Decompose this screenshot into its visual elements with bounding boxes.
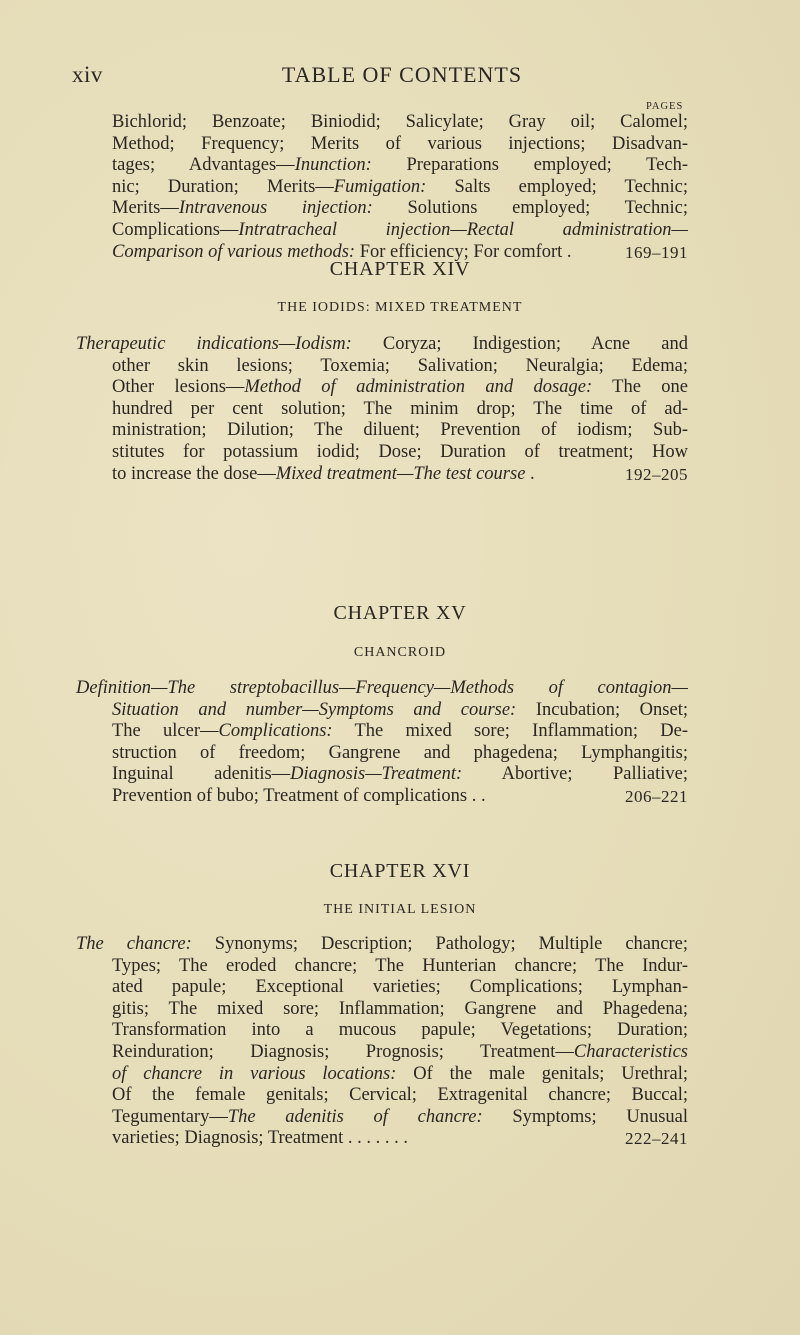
toc-subtopic: The one bbox=[592, 377, 689, 398]
toc-topic-italic: Therapeutic indications—Iodism: bbox=[76, 334, 352, 354]
toc-subtopic: Salts employed; Technic; bbox=[426, 176, 688, 197]
toc-entry-chapter-xv bbox=[76, 678, 688, 808]
toc-entry-chapter-xiv bbox=[76, 334, 688, 485]
toc-line bbox=[76, 764, 688, 786]
toc-subtopic: hundred per cent solution; The minim drop; The time of ad- bbox=[112, 398, 688, 419]
toc-subtopic: varieties; Diagnosis; Treatment . . . . . . . bbox=[112, 1128, 408, 1149]
toc-subtopic: tages; Advantages— bbox=[112, 155, 295, 176]
toc-line bbox=[76, 1064, 688, 1086]
pages-column-label: PAGES bbox=[646, 101, 684, 112]
toc-topic-italic: Intratracheal injection—Rectal administration— bbox=[238, 219, 688, 240]
toc-line bbox=[76, 956, 688, 978]
chapter-subtitle-xvi: THE INITIAL LESION bbox=[323, 902, 477, 917]
toc-line bbox=[76, 721, 688, 743]
toc-topic-italic: The adenitis of chancre: bbox=[227, 1106, 483, 1127]
toc-line bbox=[76, 786, 688, 808]
toc-subtopic: Merits— bbox=[112, 198, 179, 219]
toc-subtopic: ministration; Dilution; The diluent; Prevention of iodism; Sub- bbox=[112, 420, 688, 441]
toc-topic-italic: Intravenous injection: bbox=[178, 198, 373, 219]
toc-topic-italic: The chancre: bbox=[76, 934, 192, 954]
chapter-heading-xvi: CHAPTER XVI bbox=[329, 860, 471, 882]
toc-subtopic: Solutions employed; Technic; bbox=[372, 198, 689, 219]
toc-line bbox=[76, 999, 688, 1021]
toc-line bbox=[76, 1085, 688, 1107]
toc-line bbox=[76, 700, 688, 722]
toc-line bbox=[76, 464, 688, 486]
toc-subtopic: Prevention of bubo; Treatment of complications bbox=[112, 785, 468, 806]
toc-subtopic: For efficiency; For comfort . bbox=[355, 241, 572, 262]
toc-line bbox=[76, 1020, 688, 1042]
page-range: 206–221 bbox=[625, 786, 688, 806]
toc-line bbox=[76, 442, 688, 464]
toc-line bbox=[76, 134, 688, 156]
toc-subtopic: Transformation into a mucous papule; Vegetations; Duration; bbox=[112, 1020, 688, 1041]
toc-subtopic: nic; Duration; Merits— bbox=[112, 176, 334, 197]
toc-line bbox=[76, 198, 688, 220]
toc-topic-italic: Fumigation: bbox=[333, 176, 427, 197]
toc-topic-italic: Complications: bbox=[218, 721, 333, 742]
toc-line bbox=[76, 420, 688, 442]
toc-subtopic: Abortive; Palliative; bbox=[462, 764, 688, 785]
toc-subtopic: Tegumentary— bbox=[112, 1106, 228, 1127]
toc-topic-italic: Diagnosis—Treatment: bbox=[290, 764, 463, 785]
toc-subtopic: . . bbox=[467, 785, 486, 806]
page-range: 169–191 bbox=[625, 242, 688, 262]
toc-line bbox=[76, 220, 688, 242]
toc-subtopic: gitis; The mixed sore; Inflammation; Gangrene and Phagedena; bbox=[112, 998, 688, 1019]
chapter-subtitle-xv: CHANCROID bbox=[353, 645, 447, 660]
toc-line bbox=[76, 934, 688, 956]
chapter-heading-xv: CHAPTER XV bbox=[333, 602, 467, 624]
toc-subtopic: Symptoms; Unusual bbox=[482, 1106, 688, 1127]
toc-subtopic: . bbox=[525, 463, 535, 484]
toc-topic-italic: Mixed treatment—The test course bbox=[275, 463, 526, 484]
toc-subtopic: stitutes for potassium iodid; Dose; Duration of treatment; How bbox=[112, 441, 688, 462]
toc-topic-italic: Situation and number—Symptoms and course: bbox=[112, 699, 517, 720]
toc-subtopic: Synonyms; Description; Pathology; Multiple chancre; bbox=[191, 934, 688, 954]
toc-subtopic: Bichlorid; Benzoate; Biniodid; Salicylate; Gray oil; Calomel; bbox=[112, 112, 688, 132]
toc-line bbox=[76, 399, 688, 421]
toc-subtopic: Other lesions— bbox=[112, 377, 245, 398]
page-folio: xiv bbox=[72, 62, 103, 87]
toc-subtopic: struction of freedom; Gangrene and phagedena; Lymphangitis; bbox=[112, 742, 688, 763]
toc-topic-italic: Definition—The streptobacillus—Frequency—Methods of contagion— bbox=[76, 678, 688, 698]
page-range: 222–241 bbox=[625, 1129, 688, 1149]
chapter-subtitle-xiv: THE IODIDS: MIXED TREATMENT bbox=[277, 300, 523, 315]
page-title: TABLE OF CONTENTS bbox=[281, 62, 523, 87]
toc-line bbox=[76, 155, 688, 177]
toc-subtopic: Inguinal adenitis— bbox=[112, 764, 291, 785]
toc-subtopic: Of the male genitals; Urethral; bbox=[396, 1063, 689, 1084]
toc-topic-italic: of chancre in various locations: bbox=[112, 1063, 397, 1084]
toc-line bbox=[76, 334, 688, 356]
running-head bbox=[72, 62, 692, 92]
toc-subtopic: ated papule; Exceptional varieties; Complications; Lymphan- bbox=[112, 977, 688, 998]
toc-line bbox=[76, 678, 688, 700]
toc-entry-continued bbox=[76, 112, 688, 263]
toc-subtopic: Incubation; Onset; bbox=[516, 699, 688, 720]
toc-line bbox=[76, 743, 688, 765]
toc-subtopic: Coryza; Indigestion; Acne and bbox=[351, 334, 689, 354]
toc-entry-chapter-xvi bbox=[76, 934, 688, 1150]
toc-subtopic: Complications— bbox=[112, 219, 239, 240]
toc-line bbox=[76, 177, 688, 199]
toc-topic-italic: Comparison of various methods: bbox=[112, 241, 356, 262]
toc-subtopic: Types; The eroded chancre; The Hunterian chancre; The Indur- bbox=[112, 955, 688, 976]
page-range: 192–205 bbox=[625, 464, 688, 484]
toc-line bbox=[76, 1128, 688, 1150]
toc-subtopic: The ulcer— bbox=[112, 721, 219, 742]
toc-subtopic: The mixed sore; Inflammation; De- bbox=[332, 721, 688, 742]
toc-line bbox=[76, 1042, 688, 1064]
toc-topic-italic: Inunction: bbox=[294, 155, 372, 176]
toc-subtopic: Reinduration; Diagnosis; Prognosis; Treatment— bbox=[112, 1041, 574, 1062]
toc-line bbox=[76, 356, 688, 378]
toc-topic-italic: Characteristics bbox=[573, 1041, 688, 1062]
toc-subtopic: other skin lesions; Toxemia; Salivation; Neuralgia; Edema; bbox=[112, 355, 688, 376]
toc-line bbox=[76, 1107, 688, 1129]
toc-subtopic: Of the female genitals; Cervical; Extragenital chancre; Buccal; bbox=[112, 1085, 688, 1106]
toc-subtopic: Preparations employed; Tech- bbox=[371, 155, 688, 176]
toc-topic-italic: Method of administration and dosage: bbox=[244, 377, 593, 398]
chapter-heading-xiv: CHAPTER XIV bbox=[329, 258, 471, 280]
toc-line bbox=[76, 377, 688, 399]
toc-line bbox=[76, 112, 688, 134]
toc-subtopic: to increase the dose— bbox=[112, 463, 276, 484]
toc-subtopic: Method; Frequency; Merits of various injections; Disadvan- bbox=[112, 133, 688, 154]
toc-line bbox=[76, 977, 688, 999]
